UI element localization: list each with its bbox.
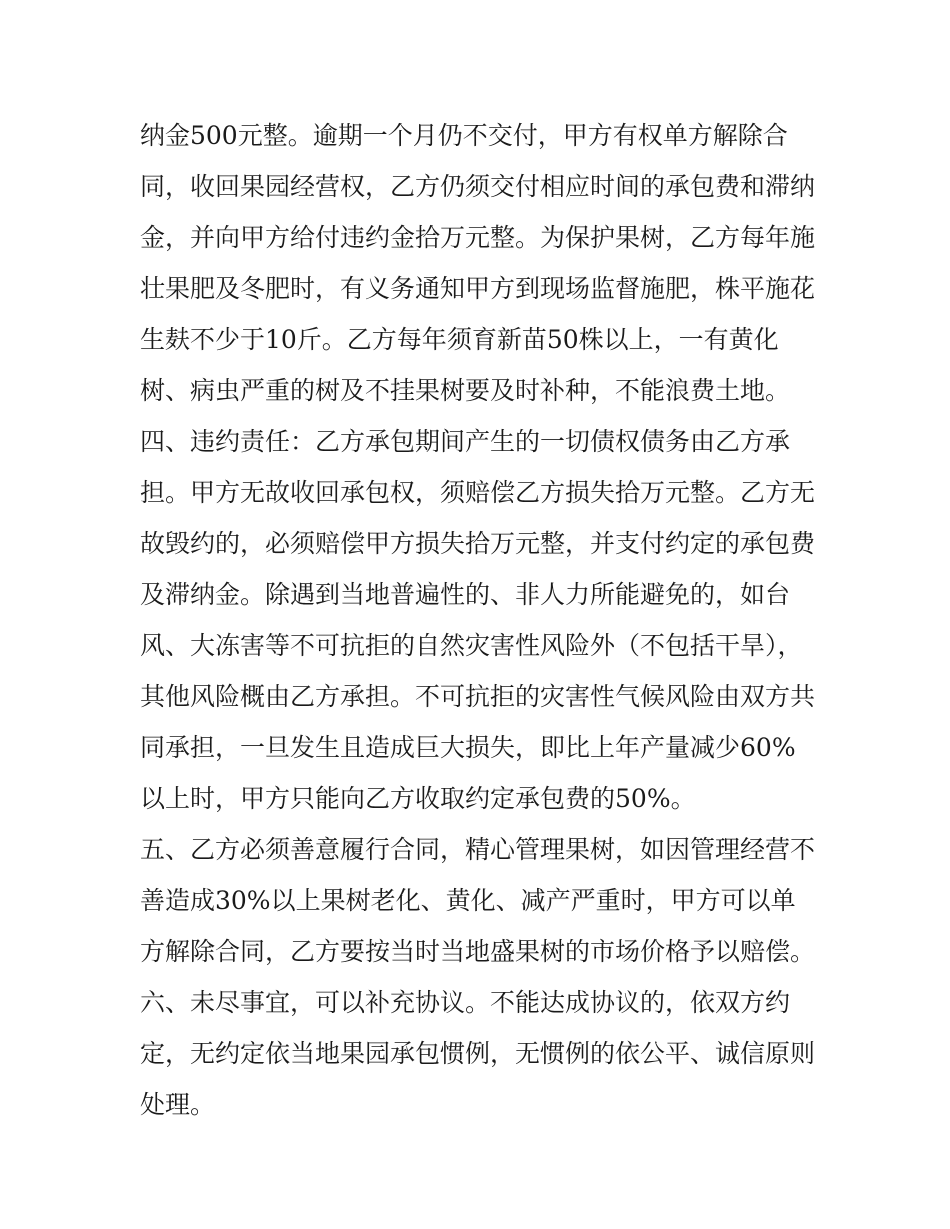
text-line: 其他风险概由乙方承担。不可抗拒的灾害性气候风险由双方共: [140, 682, 816, 711]
text-line: 定，无约定依当地果园承包惯例，无惯例的依公平、诚信原则: [140, 1039, 816, 1068]
text-line: 以上时，甲方只能向乙方收取约定承包费的50%。: [140, 784, 696, 813]
text-line: 处理。: [140, 1090, 216, 1119]
section-five-line: 五、乙方必须善意履行合同，精心管理果树，如因管理经营不: [140, 835, 816, 864]
section-six-line: 六、未尽事宜，可以补充协议。不能达成协议的，依双方约: [140, 988, 791, 1017]
text-line: 及滞纳金。除遇到当地普遍性的、非人力所能避免的，如台: [140, 580, 791, 609]
text-line: 同承担，一旦发生且造成巨大损失，即比上年产量减少60%: [140, 733, 796, 762]
text-line: 风、大冻害等不可抗拒的自然灾害性风险外（不包括干旱），: [140, 631, 803, 660]
text-line: 方解除合同，乙方要按当时当地盛果树的市场价格予以赔偿。: [140, 937, 816, 966]
text-line: 同，收回果园经营权，乙方仍须交付相应时间的承包费和滞纳: [140, 172, 816, 201]
section-four-line: 四、违约责任：乙方承包期间产生的一切债权债务由乙方承: [140, 427, 791, 456]
text-line: 树、病虫严重的树及不挂果树要及时补种，不能浪费土地。: [140, 376, 791, 405]
text-line: 生麸不少于10斤。乙方每年须育新苗50株以上，一有黄化: [140, 325, 779, 354]
text-line: 纳金500元整。逾期一个月仍不交付，甲方有权单方解除合: [140, 121, 788, 150]
text-line: 故毁约的，必须赔偿甲方损失拾万元整，并支付约定的承包费: [140, 529, 816, 558]
text-line: 金，并向甲方给付违约金拾万元整。为保护果树，乙方每年施: [140, 223, 816, 252]
text-line: 担。甲方无故收回承包权，须赔偿乙方损失拾万元整。乙方无: [140, 478, 816, 507]
contract-text-body: [140, 110, 820, 1130]
text-line: 壮果肥及冬肥时，有义务通知甲方到现场监督施肥，株平施花: [140, 274, 816, 303]
text-line: 善造成30%以上果树老化、黄化、减产严重时，甲方可以单: [140, 886, 796, 915]
